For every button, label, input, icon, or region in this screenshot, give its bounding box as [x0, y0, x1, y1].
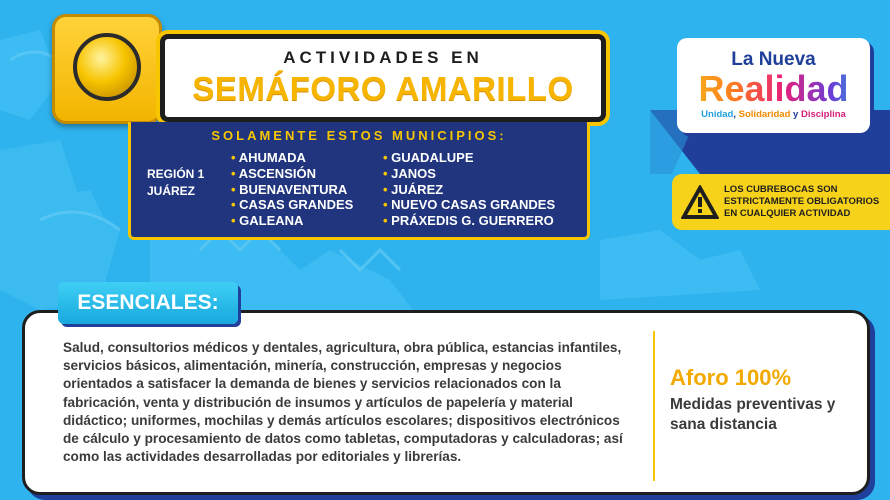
logo-tagline [677, 109, 870, 120]
list-item: • ASCENSIÓN [231, 166, 353, 182]
logo-line-1: La Nueva [731, 49, 816, 70]
notice-line-1: LOS CUBREBOCAS SON [724, 184, 838, 195]
logo-word-unidad: Unidad [701, 109, 734, 120]
list-item: • BUENAVENTURA [231, 182, 353, 198]
la-nueva-realidad-logo [677, 38, 870, 133]
essentials-label-text: ESENCIALES: [77, 291, 219, 314]
list-item: • PRÁXEDIS G. GUERRERO [383, 213, 555, 229]
municipalities-column-2 [383, 150, 555, 229]
page-title: SEMÁFORO AMARILLO [192, 70, 574, 107]
essentials-label [58, 282, 238, 324]
warning-icon [680, 184, 720, 220]
logo-word-disciplina: Disciplina [800, 109, 846, 120]
list-item: • GUADALUPE [383, 150, 555, 166]
title-box [160, 34, 606, 122]
traffic-light-icon [52, 14, 162, 124]
logo-word-solidaridad: Solidaridad [738, 109, 791, 120]
title-top: ACTIVIDADES EN [283, 48, 483, 67]
list-item: • JANOS [383, 166, 555, 182]
mask-notice [672, 174, 890, 230]
municipalities-column-1 [231, 150, 353, 229]
notice-text [724, 184, 879, 220]
essentials-card [22, 310, 870, 495]
list-item: • NUEVO CASAS GRANDES [383, 197, 555, 213]
logo-sep-1: , [733, 109, 739, 120]
list-item: • AHUMADA [231, 150, 353, 166]
list-item: • JUÁREZ [383, 182, 555, 198]
region-label [147, 166, 204, 200]
region-line-2: JUÁREZ [147, 184, 196, 198]
municipalities-heading: SOLAMENTE ESTOS MUNICIPIOS: [211, 128, 507, 143]
region-line-1: REGIÓN 1 [147, 167, 205, 181]
notice-line-3: EN CUALQUIER ACTIVIDAD [724, 208, 851, 219]
logo-sep-2: y [790, 109, 801, 120]
list-item: • CASAS GRANDES [231, 197, 353, 213]
municipalities-panel [128, 122, 590, 240]
aforo-label: Aforo 100% [670, 365, 792, 390]
yellow-lamp [73, 33, 141, 101]
essentials-body: Salud, consultorios médicos y dentales, agricultura, obra pública, estancias infantiles, servicios básicos, alimentación, minería, construcción, empresas y negocios orientados a satisfacer la demanda de bienes y servicios relacionados con la fabricación, venta y distribución de insumos y artículos de papelería y material didáctico; uniformes, mochilas y demás artículos escolares; dispositivos electrónicos de cálculo y procesamiento de datos como tabletas, computadoras y calculadoras; así como las actividades desarrolladas por editoriales y librerías. [63, 340, 623, 465]
logo-line-2: Realidad [677, 71, 870, 107]
divider [653, 331, 655, 481]
notice-line-2: ESTRICTAMENTE OBLIGATORIOS [724, 196, 880, 207]
list-item: • GALEANA [231, 213, 353, 229]
medidas-label: Medidas preventivas y sana distancia [670, 396, 836, 433]
